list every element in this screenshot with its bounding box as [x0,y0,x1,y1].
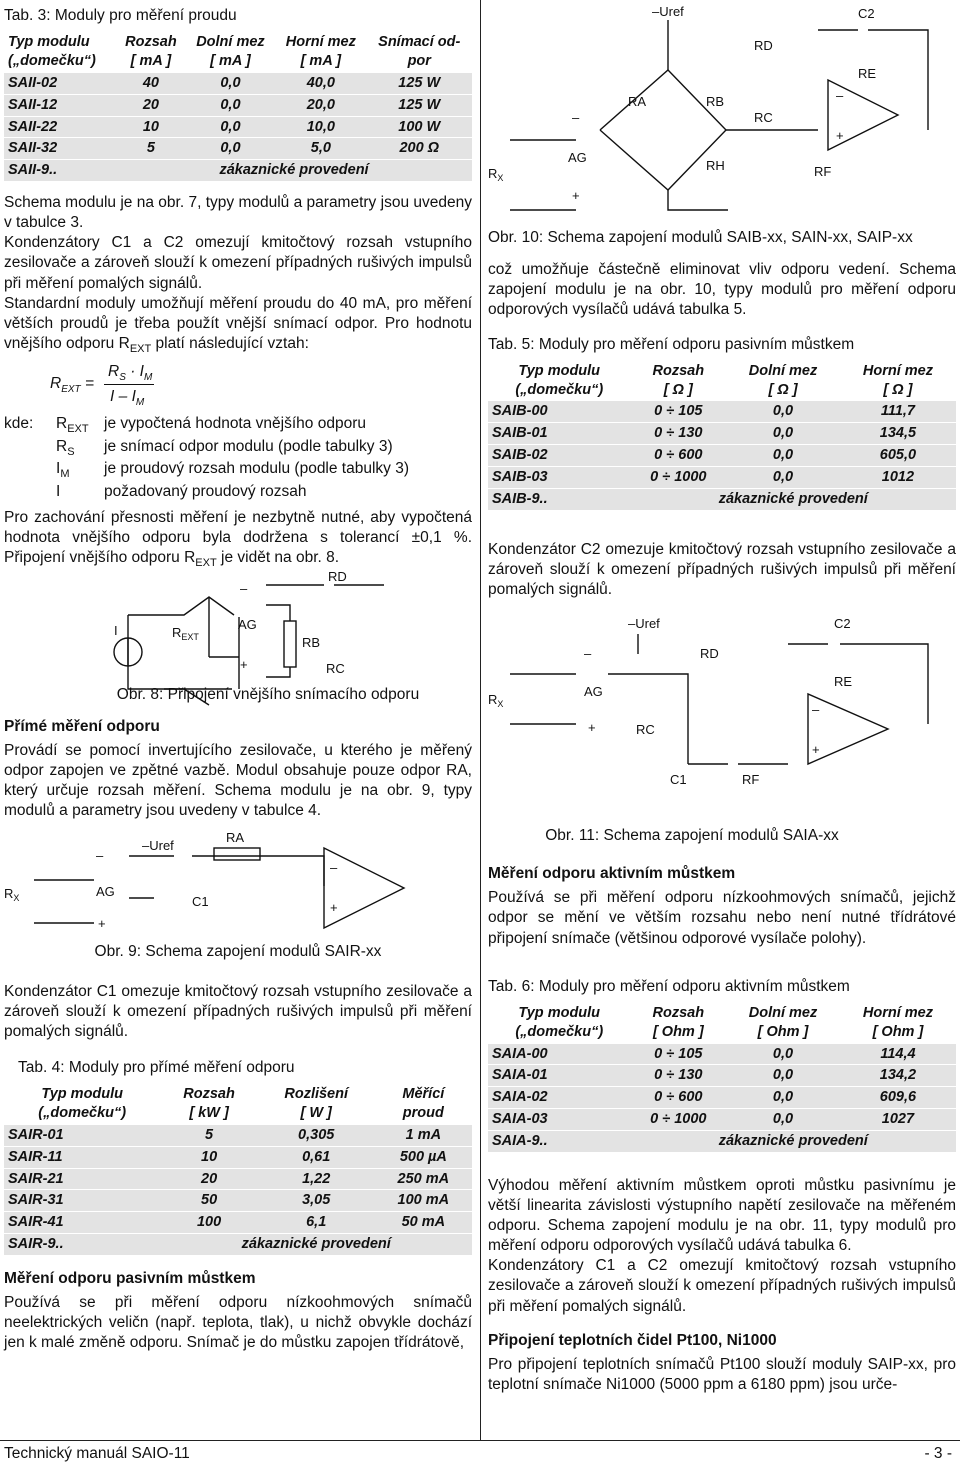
paragraph: Výhodou měření aktivním můstkem oproti můstku pasivnímu je větší linearita závislosti výstupního napětí zesilovače na měřeném odporu. Schema zapojení modulu je na obr. 11, typy modulů pro měření odporu odporových vysílačů udává tabulka 6. [488,1176,956,1255]
fig9-caption: Obr. 9: Schema zapojení modulů SAIR-xx [94,942,382,960]
table-row: SAIR-11 10 0,61 500 µA [4,1146,472,1168]
right-column [488,0,956,1395]
table-row: SAIB-03 0 ÷ 1000 0,0 1012 [488,466,956,488]
fig9-label-ra: RA [226,829,245,845]
rext-formula: $R_{EXT}$ = $R_S \cdot I_M$ I – $I_M$ [50,363,153,409]
fig9-label-ag: AG [96,883,115,899]
paragraph: Používá se při měření odporu nízkoohmových snímačů, jejichž odpor se mění ve větším rozsahu nebo není nutné třídrátové připojení snímače (většinou odporové vysílače polohy). [488,889,956,947]
definition-item: $I_M$ je proudový rozsah modulu (podle tabulky 3) [56,460,410,481]
fig10-label-plus: + [572,188,580,203]
tab6-header: Dolní mez [ Ohm ] [726,1003,840,1043]
table-row: SAIA-03 0 ÷ 1000 0,0 1027 [488,1109,956,1131]
tab3-title: Tab. 3: Moduly pro měření proudu [4,7,237,24]
fig8-label-i: I [114,622,118,638]
tab4-title: Tab. 4: Moduly pro přímé měření odporu [18,1059,295,1077]
fig8-label-plus: + [240,656,248,672]
paragraph: což umožňuje částečně eliminovat vliv odporu vedení. Schema zapojení modulu je na obr. 10, typy modulů pro měření odporu odporových vysílačů udává tabulka 5. [488,261,956,319]
fig10-label-opamp-plus: + [836,128,844,143]
fig11-label-rx: $R_X$ [488,692,504,710]
table-row: SAIR-21 20 1,22 250 mA [4,1168,472,1190]
fig10-label-rf: RF [814,164,832,179]
section-heading: Připojení teplotních čidel Pt100, Ni1000 [488,1331,777,1349]
paragraph: Pro připojení teplotních snímačů Pt100 slouží moduly SAIP-xx, pro teplotní snímače Ni1000 (5000 ppm a 6180 ppm) jsou urče- [488,1355,956,1394]
fig9-schematic [4,828,472,946]
footer-manual-name: Technický manuál SAIO-11 [4,1445,190,1462]
tab3-header: Typ modulu („domečku“) [4,32,116,72]
tab4-table [4,1084,472,1255]
fig11-label-rf: RF [742,772,760,788]
table-row: SAIA-00 0 ÷ 105 0,0 114,4 [488,1043,956,1065]
tab4-header: Měřící proud [375,1084,472,1124]
paragraph: Kondenzátory C1 a C2 omezují kmitočtový rozsah vstupního zesilovače a zároveň slouží k omezení případných rušivých impulsů při měření pomalých signálů. [488,1257,956,1315]
fig9-label-rx: $R_X$ [4,885,20,903]
fig8-label-rext: $R_{EXT}$ [172,624,199,642]
table-row: SAII-9.. zákaznické provedení [4,160,472,181]
table-row: SAIA-02 0 ÷ 600 0,0 609,6 [488,1087,956,1109]
section-heading: Měření odporu pasivním můstkem [4,1269,256,1287]
fig10-label-rb: RB [706,94,725,109]
table-row: SAIB-01 0 ÷ 130 0,0 134,5 [488,423,956,445]
fig11-label-plus: + [588,720,596,736]
tab4-header: Rozlišení [ W ] [258,1084,375,1124]
tab6-header: Typ modulu („domečku“) [488,1003,630,1043]
tab6-table [488,1003,956,1152]
definition-item: $R_S$ je snímací odpor modulu (podle tabulky 3) [56,437,393,458]
fig10-label-re: RE [858,66,877,81]
tab6-title: Tab. 6: Moduly pro měření odporu aktivním můstkem [488,977,850,995]
tab6-header: Rozsah [ Ohm ] [630,1003,726,1043]
tab5-header: Typ modulu („domečku“) [488,361,630,401]
tab3-header: Rozsah [ mA ] [116,32,186,72]
paragraph: Standardní moduly umožňují měření proudu do 40 mA, pro měření větších proudů je třeba použít vnější snímací odpor. Pro hodnotu vnějšího odporu $R_{EXT}$ platí následující vztah: [4,294,472,356]
fig9-label-opamp-plus: + [330,899,338,915]
fig11-label-c2: C2 [834,616,851,632]
fig10-label-rx: $R_X$ [488,166,504,183]
paragraph: Provádí se pomocí invertujícího zesilovače, u kterého je měřený odpor zapojen ve zpětné vazbě. Modul obsahuje pouze odpor RA, který určuje rozsah měření. Schema modulu je na obr. 9, typy modulů a parametry jsou uvedeny v tabulce 4. [4,741,472,820]
tab6-header: Horní mez [ Ohm ] [840,1003,956,1043]
fig11-label-re: RE [834,674,853,690]
section-heading: Měření odporu aktivním můstkem [488,865,736,883]
fig9-label-uref: –Uref [142,837,174,853]
left-column [4,0,472,1354]
fig9-label-plus: + [98,915,106,931]
fig10-label-ra: RA [628,94,647,109]
paragraph: Kondenzátor C2 omezuje kmitočtový rozsah vstupního zesilovače a zároveň slouží k omezení případných rušivých impulsů při měření pomalých signálů. [488,540,956,598]
fig10-schematic [488,0,956,220]
fig10-label-rd: RD [754,38,773,53]
fig11-caption: Obr. 11: Schema zapojení modulů SAIA-xx [545,827,839,845]
footer-page-number: - 3 - [924,1445,952,1462]
table-row: SAII-02 40 0,0 40,0 125 W [4,72,472,94]
fig8-label-rb: RB [302,634,321,650]
definition-item: kde: $R_{EXT}$ je vypočtená hodnota vnějšího odporu [4,415,366,436]
fig10-label-rh: RH [706,158,725,173]
tab4-header: Typ modulu („domečku“) [4,1084,160,1124]
table-row: SAIR-01 5 0,305 1 mA [4,1124,472,1146]
fig10-label-ag: AG [568,150,587,165]
fig10-label-minus: – [572,110,580,125]
tab5-header: Horní mez [ Ω ] [840,361,956,401]
tab3-table [4,32,472,181]
paragraph: Schema modulu je na obr. 7, typy modulů a parametry jsou uvedeny v tabulce 3. [4,194,472,232]
table-row: SAIB-9.. zákaznické provedení [488,488,956,509]
fig9-label-c1: C1 [192,893,209,909]
paragraph: Kondenzátor C1 omezuje kmitočtový rozsah vstupního zesilovače a zároveň slouží k omezení případných rušivých impulsů při měření pomalých signálů. [4,982,472,1040]
section-heading: Přímé měření odporu [4,717,160,735]
fig11-label-c1: C1 [670,772,687,788]
table-row: SAIA-9.. zákaznické provedení [488,1130,956,1151]
definition-item: I požadovaný proudový rozsah [56,482,307,500]
table-row: SAIR-41 100 6,1 50 mA [4,1212,472,1234]
fig11-label-rc: RC [636,722,655,738]
table-row: SAIR-31 50 3,05 100 mA [4,1190,472,1212]
tab3-header: Dolní mez [ mA ] [186,32,275,72]
paragraph: Pro zachování přesnosti měření je nezbytně nutné, aby vypočtená hodnota vnějšího odporu byla dodržena s tolerancí ±0,1 %. Připojení vnějšího odporu $R_{EXT}$ je vidět na obr. 8. [4,508,472,570]
table-row: SAIB-00 0 ÷ 105 0,0 111,7 [488,401,956,423]
fig8-label-minus: – [240,580,248,596]
tab5-title: Tab. 5: Moduly pro měření odporu pasivním můstkem [488,335,855,353]
tab4-header: Rozsah [ kW ] [160,1084,257,1124]
fig11-label-opamp-plus: + [812,742,820,758]
fig11-label-rd: RD [700,646,719,662]
fig10-label-uref: –Uref [652,4,684,19]
fig10-label-c2: C2 [858,6,875,21]
fig8-label-rd: RD [328,568,347,584]
fig11-label-ag: AG [584,684,603,700]
fig10-caption: Obr. 10: Schema zapojení modulů SAIB-xx, SAIN-xx, SAIP-xx [488,229,913,246]
fig10-label-opamp-minus: – [836,88,844,103]
tab3-header: Horní mez [ mA ] [275,32,366,72]
fig9-label-opamp-minus: – [330,859,338,875]
fig11-label-opamp-minus: – [812,702,820,718]
table-row: SAII-22 10 0,0 10,0 100 W [4,116,472,138]
table-row: SAII-12 20 0,0 20,0 125 W [4,94,472,116]
table-row: SAIA-01 0 ÷ 130 0,0 134,2 [488,1065,956,1087]
fig9-label-minus: – [96,847,104,863]
tab5-table [488,361,956,510]
table-row: SAIR-9.. zákaznické provedení [4,1234,472,1255]
page-footer [0,1440,960,1465]
fig10-label-rc: RC [754,110,773,125]
fig8-label-ag: AG [238,616,257,632]
paragraph: Kondenzátory C1 a C2 omezují kmitočtový rozsah vstupního zesilovače a zároveň slouží k omezení případných rušivých impulsů při měření pomalých signálů. [4,234,472,292]
table-row: SAII-32 5 0,0 5,0 200 Ω [4,138,472,160]
table-row: SAIB-02 0 ÷ 600 0,0 605,0 [488,445,956,467]
fig11-label-minus: – [584,646,592,662]
fig8-label-rc: RC [326,660,345,676]
fig8-schematic [4,568,472,697]
tab5-header: Dolní mez [ Ω ] [726,361,840,401]
definition-list [4,414,472,504]
tab3-header: Snímací od- por [367,32,473,72]
column-divider [480,0,481,1440]
paragraph: Používá se při měření odporu nízkoohmových snímačů neelektrických veličn (např. teplota, tlak), u nichž obvykle dochází jen k malé změně odporu. Snímač je do můstku zapojen třídrátově, [4,1294,472,1352]
tab5-header: Rozsah [ Ω ] [630,361,726,401]
fig8-caption: Obr. 8: Připojení vnějšího snímacího odporu [116,685,420,703]
fig11-label-uref: –Uref [628,616,660,632]
fig11-schematic [488,614,956,814]
